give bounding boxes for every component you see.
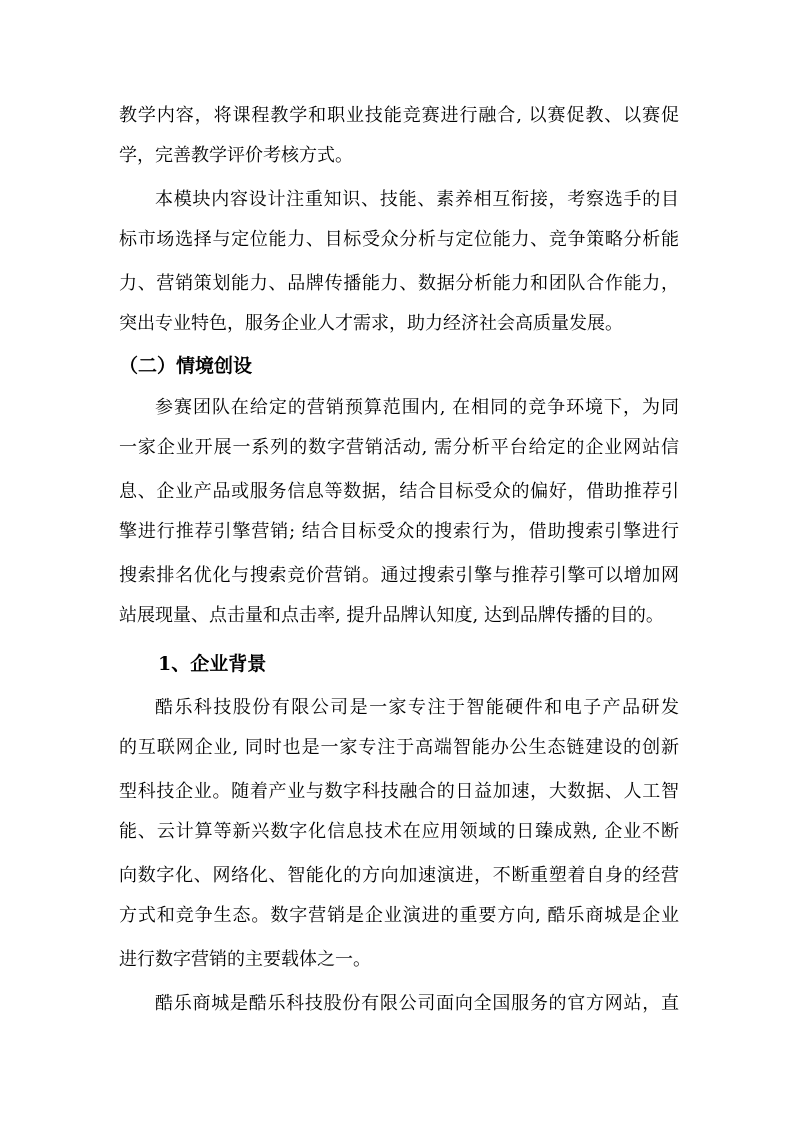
paragraph-line: 的互联网企业, 同时也是一家专注于高端智能办公生态链建设的创新 [119,737,679,758]
paragraph-line: 型科技企业。随着产业与数字科技融合的日益加速，大数据、人工智 [119,781,679,802]
paragraph-line: 参赛团队在给定的营销预算范围内, 在相同的竞争环境下，为同 [155,397,679,418]
subsection-heading: 1、企业背景 [158,653,267,675]
paragraph-line: 酷乐科技股份有限公司是一家专注于智能硬件和电子产品研发 [155,697,679,718]
paragraph-line: 方式和竞争生态。数字营销是企业演进的重要方向, 酷乐商城是企业 [119,905,679,926]
paragraph-line: 教学内容，将课程教学和职业技能竞赛进行融合, 以赛促教、以赛促 [119,105,679,126]
section-heading: （二）情境创设 [119,355,253,377]
paragraph-line: 力、营销策划能力、品牌传播能力、数据分析能力和团队合作能力， [119,273,679,294]
paragraph-line: 突出专业特色，服务企业人才需求，助力经济社会高质量发展。 [119,313,623,334]
paragraph-line: 本模块内容设计注重知识、技能、素养相互衔接，考察选手的目 [155,189,679,210]
paragraph-line: 一家企业开展一系列的数字营销活动, 需分析平台给定的企业网站信 [119,437,679,458]
paragraph-line: 学，完善教学评价考核方式。 [119,145,353,166]
paragraph-line: 进行数字营销的主要载体之一。 [119,949,371,970]
paragraph-line: 能、云计算等新兴数字化信息技术在应用领域的日臻成熟, 企业不断 [119,821,679,842]
paragraph-line: 站展现量、点击量和点击率, 提升品牌认知度, 达到品牌传播的目的。 [119,605,664,626]
paragraph-line: 向数字化、网络化、智能化的方向加速演进，不断重塑着自身的经营 [119,865,679,886]
paragraph-line: 息、企业产品或服务信息等数据，结合目标受众的偏好，借助推荐引 [119,481,679,502]
paragraph-line: 酷乐商城是酷乐科技股份有限公司面向全国服务的官方网站，直 [155,993,679,1014]
paragraph-line: 搜索排名优化与搜索竞价营销。通过搜索引擎与推荐引擎可以增加网 [119,565,679,586]
paragraph-line: 标市场选择与定位能力、目标受众分析与定位能力、竞争策略分析能 [119,229,679,250]
paragraph-line: 擎进行推荐引擎营销; 结合目标受众的搜索行为，借助搜索引擎进行 [119,521,679,542]
